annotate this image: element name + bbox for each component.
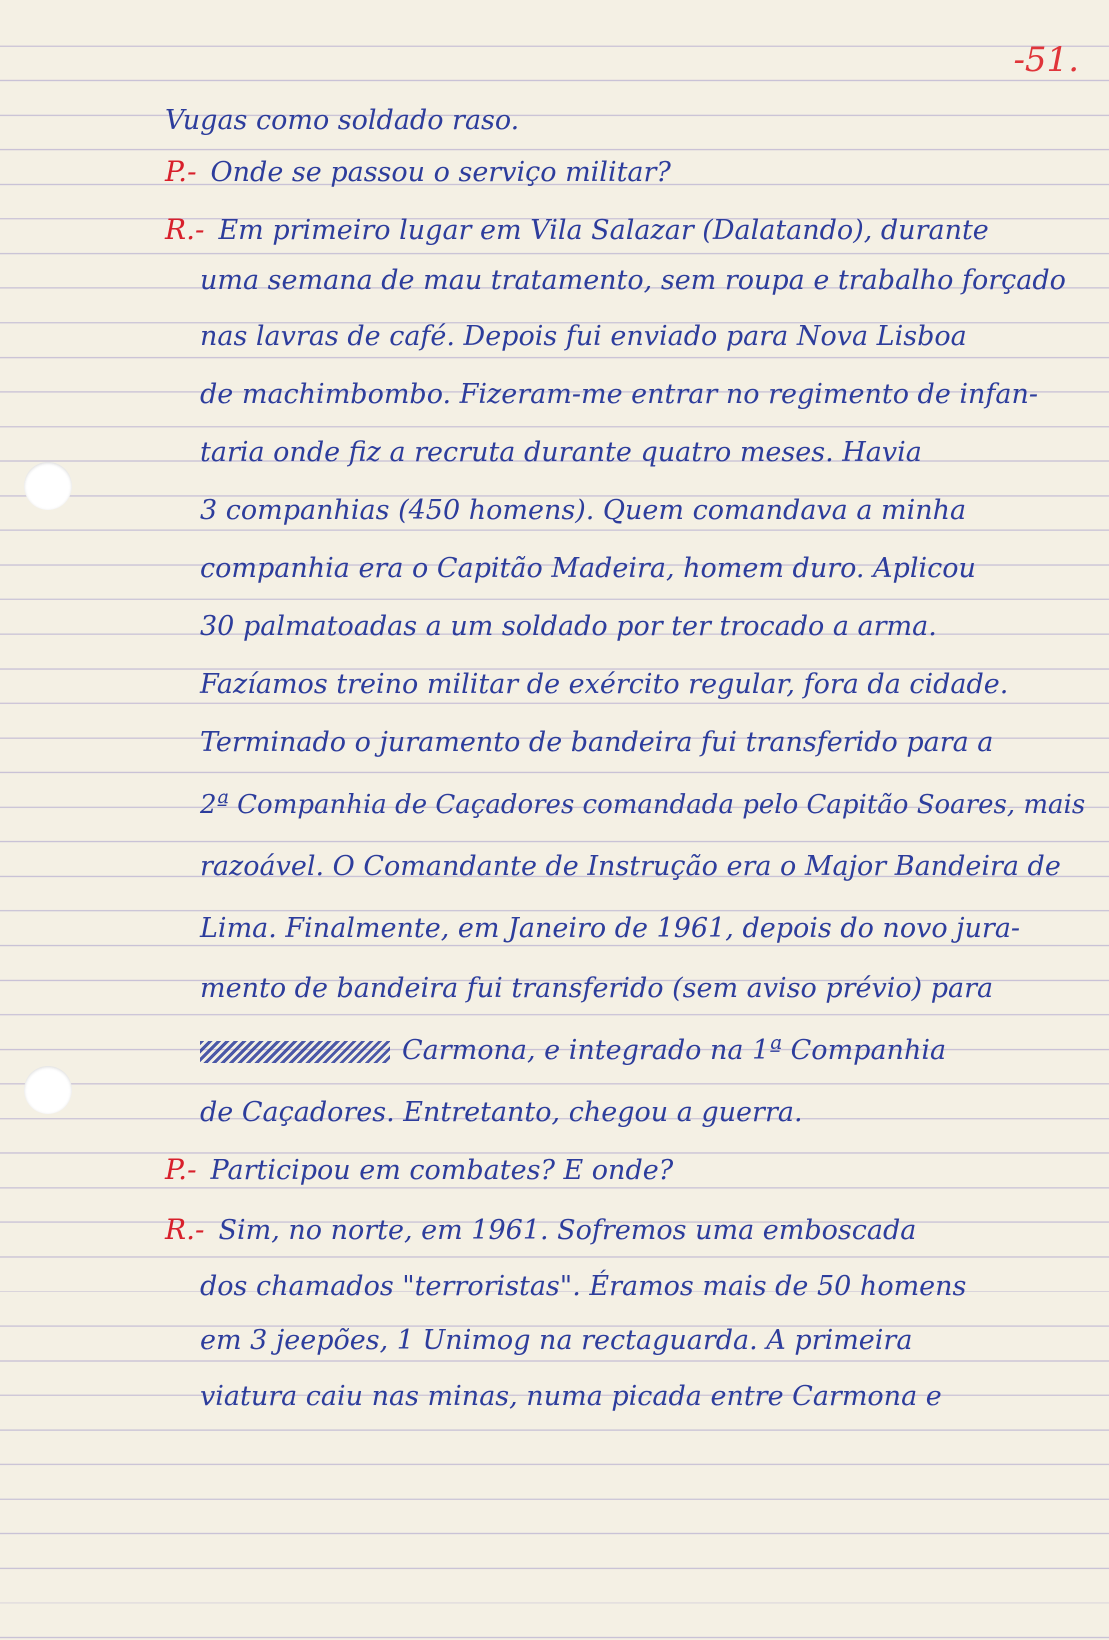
line-text: 30 palmatoadas a um soldado por ter trocado a arma. — [200, 611, 937, 642]
line-text: 2ª Companhia de Caçadores comandada pelo Capitão Soares, mais — [200, 790, 1086, 820]
text-line — [0, 784, 1109, 825]
text-line — [0, 1320, 1109, 1361]
line-text: Em primeiro lugar em Vila Salazar (Dalatando), durante — [218, 215, 989, 246]
line-text: taria onde fiz a recruta durante quatro meses. Havia — [200, 437, 922, 468]
struck-out-word — [200, 1041, 390, 1063]
speaker-marker: P.- — [165, 155, 197, 188]
line-text: Fazíamos treino militar de exército regular, fora da cidade. — [200, 669, 1009, 700]
line-text: companhia era o Capitão Madeira, homem duro. Aplicou — [200, 553, 976, 584]
text-line — [0, 210, 1109, 251]
line-text: 3 companhias (450 homens). Quem comandava a minha — [200, 495, 967, 526]
line-text: Onde se passou o serviço militar? — [210, 157, 671, 188]
line-text: nas lavras de café. Depois fui enviado para Nova Lisboa — [200, 321, 967, 352]
text-line — [0, 846, 1109, 887]
text-line — [0, 316, 1109, 357]
text-line — [0, 1150, 1109, 1191]
text-line — [0, 908, 1109, 949]
line-text: dos chamados "terroristas". Éramos mais de 50 homens — [200, 1271, 967, 1302]
text-line — [0, 1376, 1109, 1417]
line-text: de Caçadores. Entretanto, chegou a guerra. — [200, 1097, 803, 1128]
line-text: Carmona, e integrado na 1ª Companhia — [402, 1035, 947, 1066]
line-text: uma semana de mau tratamento, sem roupa e trabalho forçado — [200, 265, 1066, 296]
line-text: Sim, no norte, em 1961. Sofremos uma emboscada — [218, 1215, 917, 1246]
text-line — [0, 374, 1109, 415]
text-line — [0, 260, 1109, 301]
line-text: de machimbombo. Fizeram-me entrar no regimento de infan- — [200, 379, 1039, 410]
text-line — [0, 664, 1109, 705]
text-line — [0, 1092, 1109, 1133]
text-line — [0, 490, 1109, 531]
text-line — [0, 152, 1109, 193]
text-line — [0, 1030, 1109, 1071]
text-line — [0, 1210, 1109, 1251]
line-text: Participou em combates? E onde? — [210, 1155, 674, 1186]
text-line — [0, 1266, 1109, 1307]
text-line — [0, 432, 1109, 473]
line-text: razoável. O Comandante de Instrução era o Major Bandeira de — [200, 851, 1061, 882]
text-line — [0, 968, 1109, 1009]
line-text: mento de bandeira fui transferido (sem aviso prévio) para — [200, 973, 994, 1004]
text-line — [0, 722, 1109, 763]
page-number: -51. — [1013, 40, 1079, 80]
line-text: Vugas como soldado raso. — [165, 105, 520, 136]
speaker-marker: R.- — [165, 1213, 205, 1246]
text-line — [0, 606, 1109, 647]
line-text: Lima. Finalmente, em Janeiro de 1961, depois do novo jura- — [200, 913, 1021, 944]
line-text: em 3 jeepões, 1 Unimog na rectaguarda. A primeira — [200, 1325, 913, 1356]
text-line — [0, 548, 1109, 589]
speaker-marker: R.- — [165, 213, 205, 246]
line-text: Terminado o juramento de bandeira fui transferido para a — [200, 727, 994, 758]
speaker-marker: P.- — [165, 1153, 197, 1186]
line-text: viatura caiu nas minas, numa picada entre Carmona e — [200, 1381, 942, 1412]
text-line — [0, 100, 1109, 141]
